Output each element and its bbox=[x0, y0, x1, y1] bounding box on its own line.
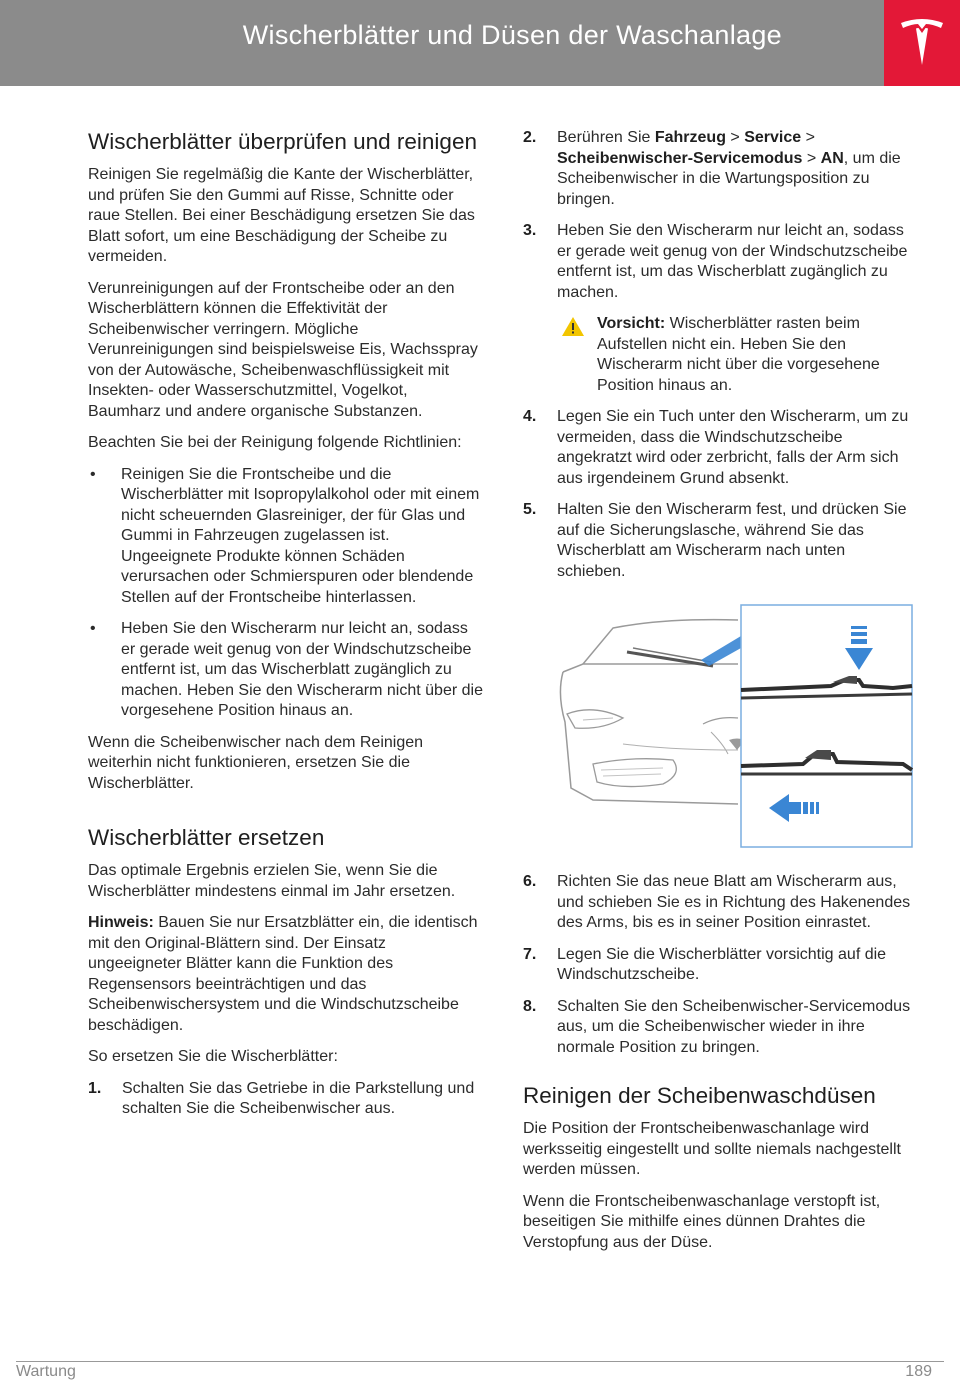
step-text-post: , um die Scheibenwischer in die Wartungsposition zu bringen. bbox=[557, 149, 901, 208]
header-band bbox=[0, 0, 884, 86]
step-number: 4. bbox=[523, 408, 537, 425]
bullet-text: Heben Sie den Wischerarm nur leicht an, sodass er gerade weit genug von der Windschutzscheibe entfernt ist, um das Wischerblatt zugänglich zu machen. Heben Sie den Wischerarm nicht über die vorgesehene Position hinaus an. bbox=[121, 620, 483, 719]
right-column bbox=[523, 128, 918, 1264]
bullet-mark: • bbox=[90, 465, 96, 483]
footer-section-name: Wartung bbox=[16, 1363, 76, 1380]
caution-label: Vorsicht: bbox=[597, 315, 666, 332]
step-8 bbox=[523, 997, 918, 1059]
step-7 bbox=[523, 945, 918, 986]
heading-replace: Wischerblätter ersetzen bbox=[88, 825, 325, 850]
menu-path-wiper-service-mode: Scheibenwischer-Servicemodus bbox=[557, 149, 803, 167]
footer-divider bbox=[16, 1361, 944, 1362]
paragraph: Wenn die Frontscheibenwaschanlage verstopft ist, beseitigen Sie mithilfe eines dünnen Drahtes die Verstopfung aus der Düse. bbox=[523, 1192, 881, 1251]
bullet-mark: • bbox=[90, 620, 96, 637]
step-6 bbox=[523, 872, 918, 934]
step-number: 7. bbox=[523, 945, 537, 963]
step-number: 6. bbox=[523, 873, 537, 890]
step-text: Halten Sie den Wischerarm fest, und drücken Sie auf die Sicherungslasche, während Sie das Wischerblatt am Wischerarm nach unten schieben. bbox=[557, 501, 907, 580]
note-label: Hinweis: bbox=[88, 914, 154, 931]
menu-path-service: Service bbox=[744, 129, 802, 146]
logo-box bbox=[884, 0, 960, 86]
path-separator: > bbox=[801, 129, 815, 146]
page-title: Wischerblätter und Düsen der Waschanlage bbox=[242, 20, 782, 50]
caution-text: Wischerblätter rasten beim Aufstellen nicht ein. Heben Sie den Wischerarm nicht über die vorgesehene Position hinaus an. bbox=[597, 315, 880, 394]
step-text: Schalten Sie das Getriebe in die Parkstellung und schalten Sie die Scheibenwischer aus. bbox=[122, 1079, 475, 1117]
path-separator: > bbox=[725, 129, 745, 146]
step-text: Schalten Sie den Scheibenwischer-Servicemodus aus, um die Scheibenwischer wieder in ihre normale Position zu bringen. bbox=[557, 997, 911, 1056]
left-column bbox=[88, 128, 483, 1131]
car-front-illustration bbox=[553, 604, 913, 848]
step-text-pre: Berühren Sie bbox=[557, 129, 655, 146]
tesla-logo-icon bbox=[898, 15, 946, 69]
step-text: Legen Sie ein Tuch unter den Wischerarm, um zu vermeiden, dass die Windschutzscheibe angekratzt wird oder zerbricht, falls der Arm sich aus irgendeinem Grund absenkt. bbox=[557, 408, 909, 487]
note bbox=[88, 913, 483, 1036]
step-number: 1. bbox=[88, 1079, 102, 1097]
step-number: 3. bbox=[523, 222, 537, 239]
bullet-item bbox=[88, 465, 483, 609]
bullet-item bbox=[88, 619, 483, 722]
paragraph: Verunreinigungen auf der Frontscheibe oder an den Wischerblättern können die Effektivität der Scheibenwischer verringern. Mögliche Verunreinigungen sind beispielsweise Eis, Wachsspray von der Autowäsche, Scheibenwaschflüssigkeit mit Insekten- oder Wasserschutzmittel, Vogelkot, Baumharz und andere organische Substanzen. bbox=[88, 279, 478, 420]
paragraph: Wenn die Scheibenwischer nach dem Reinigen weiterhin nicht funktionieren, ersetzen Sie die Wischerblätter. bbox=[88, 733, 424, 792]
step-number: 8. bbox=[523, 997, 537, 1015]
menu-path-an: AN bbox=[820, 149, 844, 167]
menu-path-fahrzeug: Fahrzeug bbox=[654, 129, 726, 146]
step-2 bbox=[523, 128, 918, 210]
note-text: Bauen Sie nur Ersatzblätter ein, die identisch mit den Original-Blättern sind. Der Einsatz ungeeigneter Blätter kann die Funktion des Regensensors beeinträchtigen und das Scheibenwischersystem und die Windschutzscheibe beschädigen. bbox=[88, 914, 478, 1034]
heading-washer-nozzles: Reinigen der Scheibenwaschdüsen bbox=[523, 1083, 876, 1108]
warning-icon bbox=[561, 316, 585, 337]
heading-check-clean: Wischerblätter überprüfen und reinigen bbox=[88, 129, 477, 154]
paragraph: Die Position der Frontscheibenwaschanlage wird werksseitig eingestellt und sollte niemals nachgestellt werden müssen. bbox=[523, 1120, 901, 1178]
paragraph: Reinigen Sie regelmäßig die Kante der Wischerblätter, und prüfen Sie den Gummi auf Risse, Schnitte oder raue Stellen. Bei einer Beschädigung ersetzen Sie das Blatt sofort, um eine Beschädigung der Scheibe zu vermeiden. bbox=[88, 166, 475, 265]
bullet-text: Reinigen Sie die Frontscheibe und die Wischerblätter mit Isopropylalkohol oder mit einem nicht scheuernden Glasreiniger, der für Glas und Gummi in Fahrzeugen zugelassen ist. Ungeeignete Produkte können Schäden verursachen oder Schmierspuren oder blendende Stellen auf der Frontscheibe hinterlassen. bbox=[121, 465, 480, 606]
page-number: 189 bbox=[905, 1363, 932, 1380]
step-number: 2. bbox=[523, 129, 537, 146]
step-text: Richten Sie das neue Blatt am Wischerarm aus, und schieben Sie es in Richtung des Hakenendes des Arms, bis es in seiner Position einrastet. bbox=[557, 873, 911, 931]
wiper-replacement-illustration bbox=[553, 604, 913, 848]
step-text: Legen Sie die Wischerblätter vorsichtig auf die Windschutzscheibe. bbox=[557, 945, 887, 983]
step-1 bbox=[88, 1079, 483, 1120]
paragraph: Das optimale Ergebnis erzielen Sie, wenn Sie die Wischerblätter mindestens einmal im Jahr ersetzen. bbox=[88, 862, 456, 900]
step-3 bbox=[523, 221, 918, 303]
paragraph: Beachten Sie bei der Reinigung folgende Richtlinien: bbox=[88, 434, 462, 451]
step-number: 5. bbox=[523, 501, 537, 518]
step-5 bbox=[523, 500, 918, 582]
paragraph: So ersetzen Sie die Wischerblätter: bbox=[88, 1048, 338, 1065]
path-separator: > bbox=[802, 149, 821, 167]
step-text: Heben Sie den Wischerarm nur leicht an, sodass er gerade weit genug von der Windschutzscheibe entfernt ist, um das Wischerblatt zugänglich zu machen. bbox=[557, 222, 908, 301]
step-4 bbox=[523, 407, 918, 489]
caution-box bbox=[523, 314, 918, 396]
